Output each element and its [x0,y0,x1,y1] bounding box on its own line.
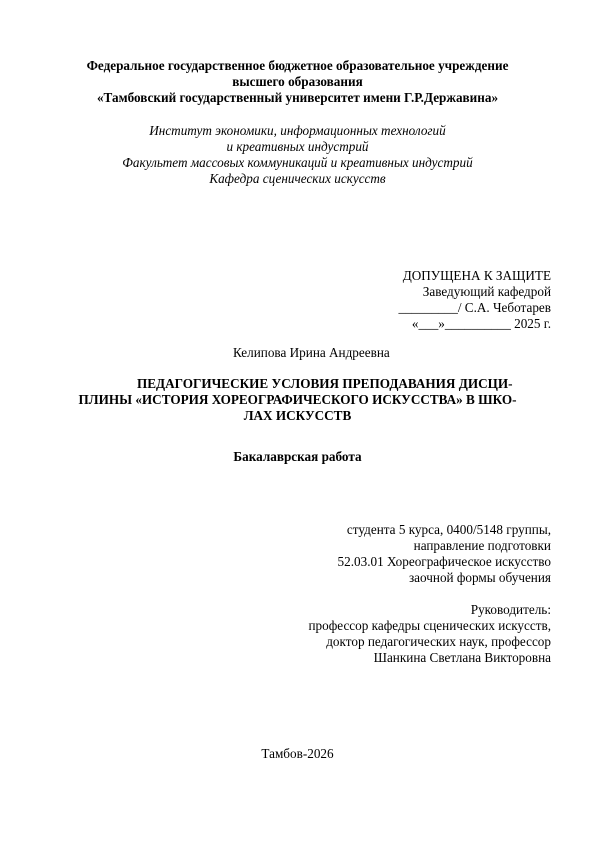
supervisor-degree: доктор педагогических наук, профессор [326,634,551,649]
thesis-title-line-3: ЛАХ ИСКУССТВ [243,408,352,423]
student-line-3: 52.03.01 Хореографическое искусство [337,554,551,569]
approval-title: ДОПУЩЕНА К ЗАЩИТЕ [402,268,551,283]
work-type: Бакалаврская работа [233,449,362,464]
student-line-1: студента 5 курса, 0400/5148 группы, [346,522,551,537]
supervisor-name: Шанкина Светлана Викторовна [373,650,551,665]
org-line-2: высшего образования [232,74,363,89]
department-name: Кафедра сценических искусств [209,171,386,186]
institute-line-1: Институт экономики, информационных технологий [149,123,446,138]
thesis-title-line-1: ПЕДАГОГИЧЕСКИЕ УСЛОВИЯ ПРЕПОДАВАНИЯ ДИСЦИ- [137,376,513,391]
author-name: Келипова Ирина Андреевна [233,345,390,360]
approval-date-line: «___»__________ 2025 г. [411,316,551,331]
approval-role: Заведующий кафедрой [422,284,551,299]
faculty-name: Факультет массовых коммуникаций и креативных индустрий [122,155,473,170]
university-name: «Тамбовский государственный университет имени Г.Р.Державина» [96,90,499,105]
org-line-1: Федеральное государственное бюджетное образовательное учреждение [86,58,509,73]
city-year: Тамбов-2026 [261,746,334,761]
student-line-4: заочной формы обучения [408,570,551,585]
supervisor-label: Руководитель: [470,602,551,617]
thesis-title-line-2: ПЛИНЫ «ИСТОРИЯ ХОРЕОГРАФИЧЕСКОГО ИСКУССТВА» В ШКО- [78,392,517,407]
institute-line-2: и креативных индустрий [226,139,369,154]
supervisor-position: профессор кафедры сценических искусств, [308,618,551,633]
student-line-2: направление подготовки [413,538,551,553]
approval-signature-line: _________/ С.А. Чеботарев [398,300,551,315]
